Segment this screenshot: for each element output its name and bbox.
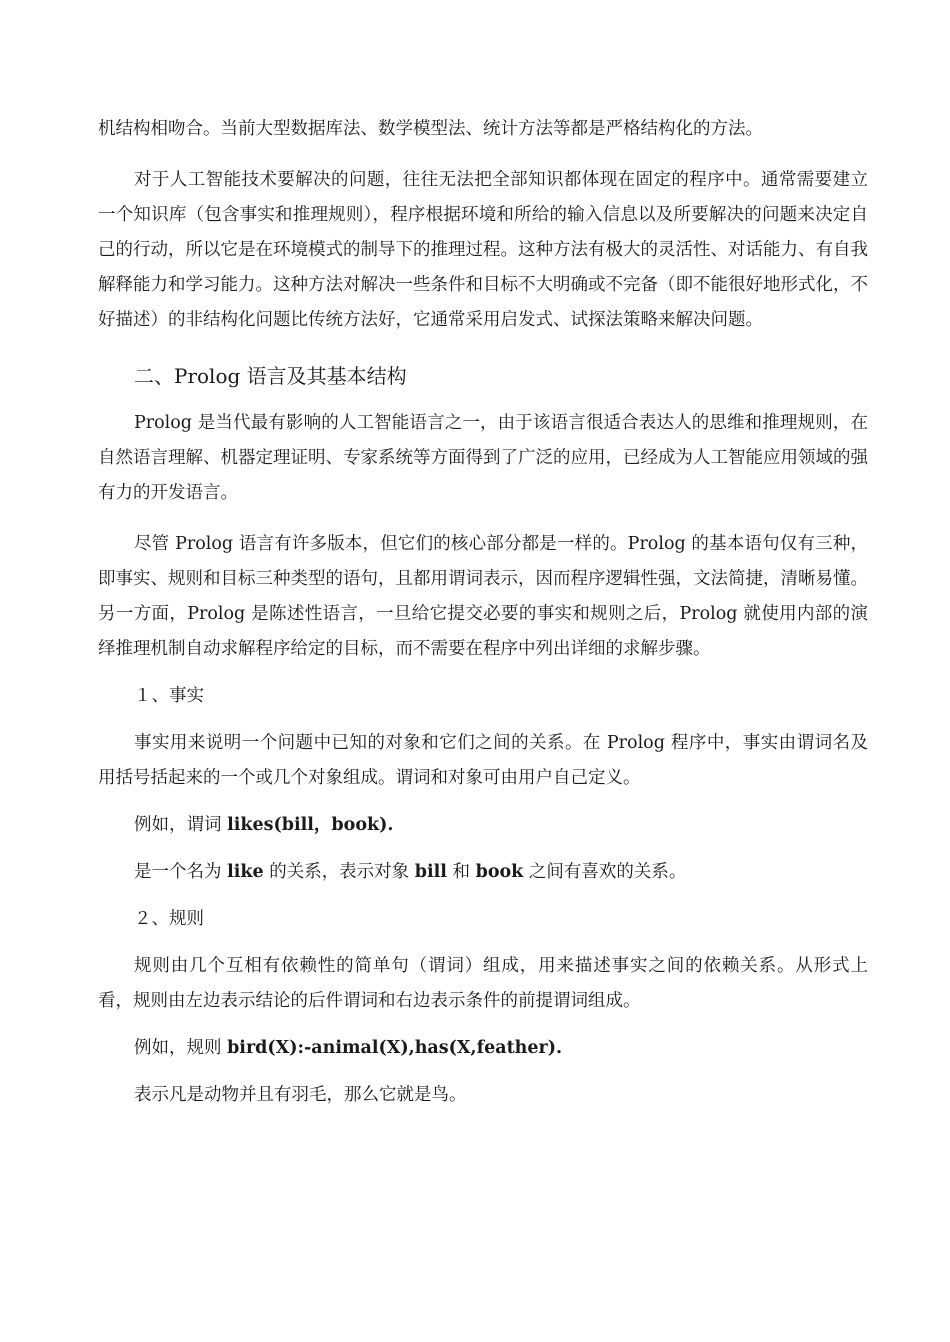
section-heading-prolog: 二、Prolog 语言及其基本结构: [134, 364, 407, 388]
fact-expl-bill: bill: [414, 862, 447, 882]
fact-explanation: [98, 855, 868, 890]
paragraph-intro-tail: 机结构相吻合。当前大型数据库法、数学模型法、统计方法等都是严格结构化的方法。: [98, 119, 763, 139]
fact-expl-text-2: 的关系，表示对象: [263, 862, 415, 882]
subheading-facts: １、事实: [134, 686, 204, 706]
rule-example: [98, 1031, 868, 1066]
rule-example-prefix: 例如，规则: [134, 1038, 228, 1058]
rule-example-code: bird(X):-animal(X),has(X,feather).: [227, 1038, 563, 1058]
rule-explanation: 表示凡是动物并且有羽毛，那么它就是鸟。: [134, 1085, 467, 1105]
fact-example: [98, 808, 868, 843]
fact-example-code: likes(bill，book).: [227, 815, 394, 835]
paragraph-rule-definition: 规则由几个互相有依赖性的简单句（谓词）组成，用来描述事实之间的依赖关系。从形式上看，规则由左边表示结论的后件谓词和右边表示条件的前提谓词组成。: [98, 956, 868, 1011]
fact-example-prefix: 例如，谓词: [134, 815, 228, 835]
paragraph-prolog-versions: 尽管 Prolog 语言有许多版本，但它们的核心部分都是一样的。Prolog 的基本语句仅有三种，即事实、规则和目标三种类型的语句，且都用谓词表示，因而程序逻辑性强，文法简捷，清晰易懂。另一方面，Prolog 是陈述性语言，一旦给它提交必要的事实和规则之后，Prolog 就使用内部的演绎推理机制自动求解程序给定的目标，而不需要在程序中列出详细的求解步骤。: [98, 534, 868, 659]
fact-expl-text-3: 和: [446, 862, 476, 882]
fact-expl-book: book: [475, 862, 524, 882]
subheading-rules: ２、规则: [134, 909, 204, 929]
fact-expl-text-4: 之间有喜欢的关系。: [523, 862, 687, 882]
fact-expl-like: like: [227, 862, 264, 882]
paragraph-fact-definition: 事实用来说明一个问题中已知的对象和它们之间的关系。在 Prolog 程序中，事实由谓词名及用括号括起来的一个或几个对象组成。谓词和对象可由用户自己定义。: [98, 733, 868, 788]
document-page: [98, 112, 868, 1113]
fact-expl-text-1: 是一个名为: [134, 862, 228, 882]
paragraph-prolog-intro: Prolog 是当代最有影响的人工智能语言之一，由于该语言很适合表达人的思维和推理规则，在自然语言理解、机器定理证明、专家系统等方面得到了广泛的应用，已经成为人工智能应用领域的强有力的开发语言。: [98, 413, 868, 503]
paragraph-ai-problem: 对于人工智能技术要解决的问题，往往无法把全部知识都体现在固定的程序中。通常需要建立一个知识库（包含事实和推理规则），程序根据环境和所给的输入信息以及所要解决的问题来决定自己的行动，所以它是在环境模式的制导下的推理过程。这种方法有极大的灵活性、对话能力、有自我解释能力和学习能力。这种方法对解决一些条件和目标不大明确或不完备（即不能很好地形式化，不好描述）的非结构化问题比传统方法好，它通常采用启发式、试探法策略来解决问题。: [98, 170, 868, 330]
